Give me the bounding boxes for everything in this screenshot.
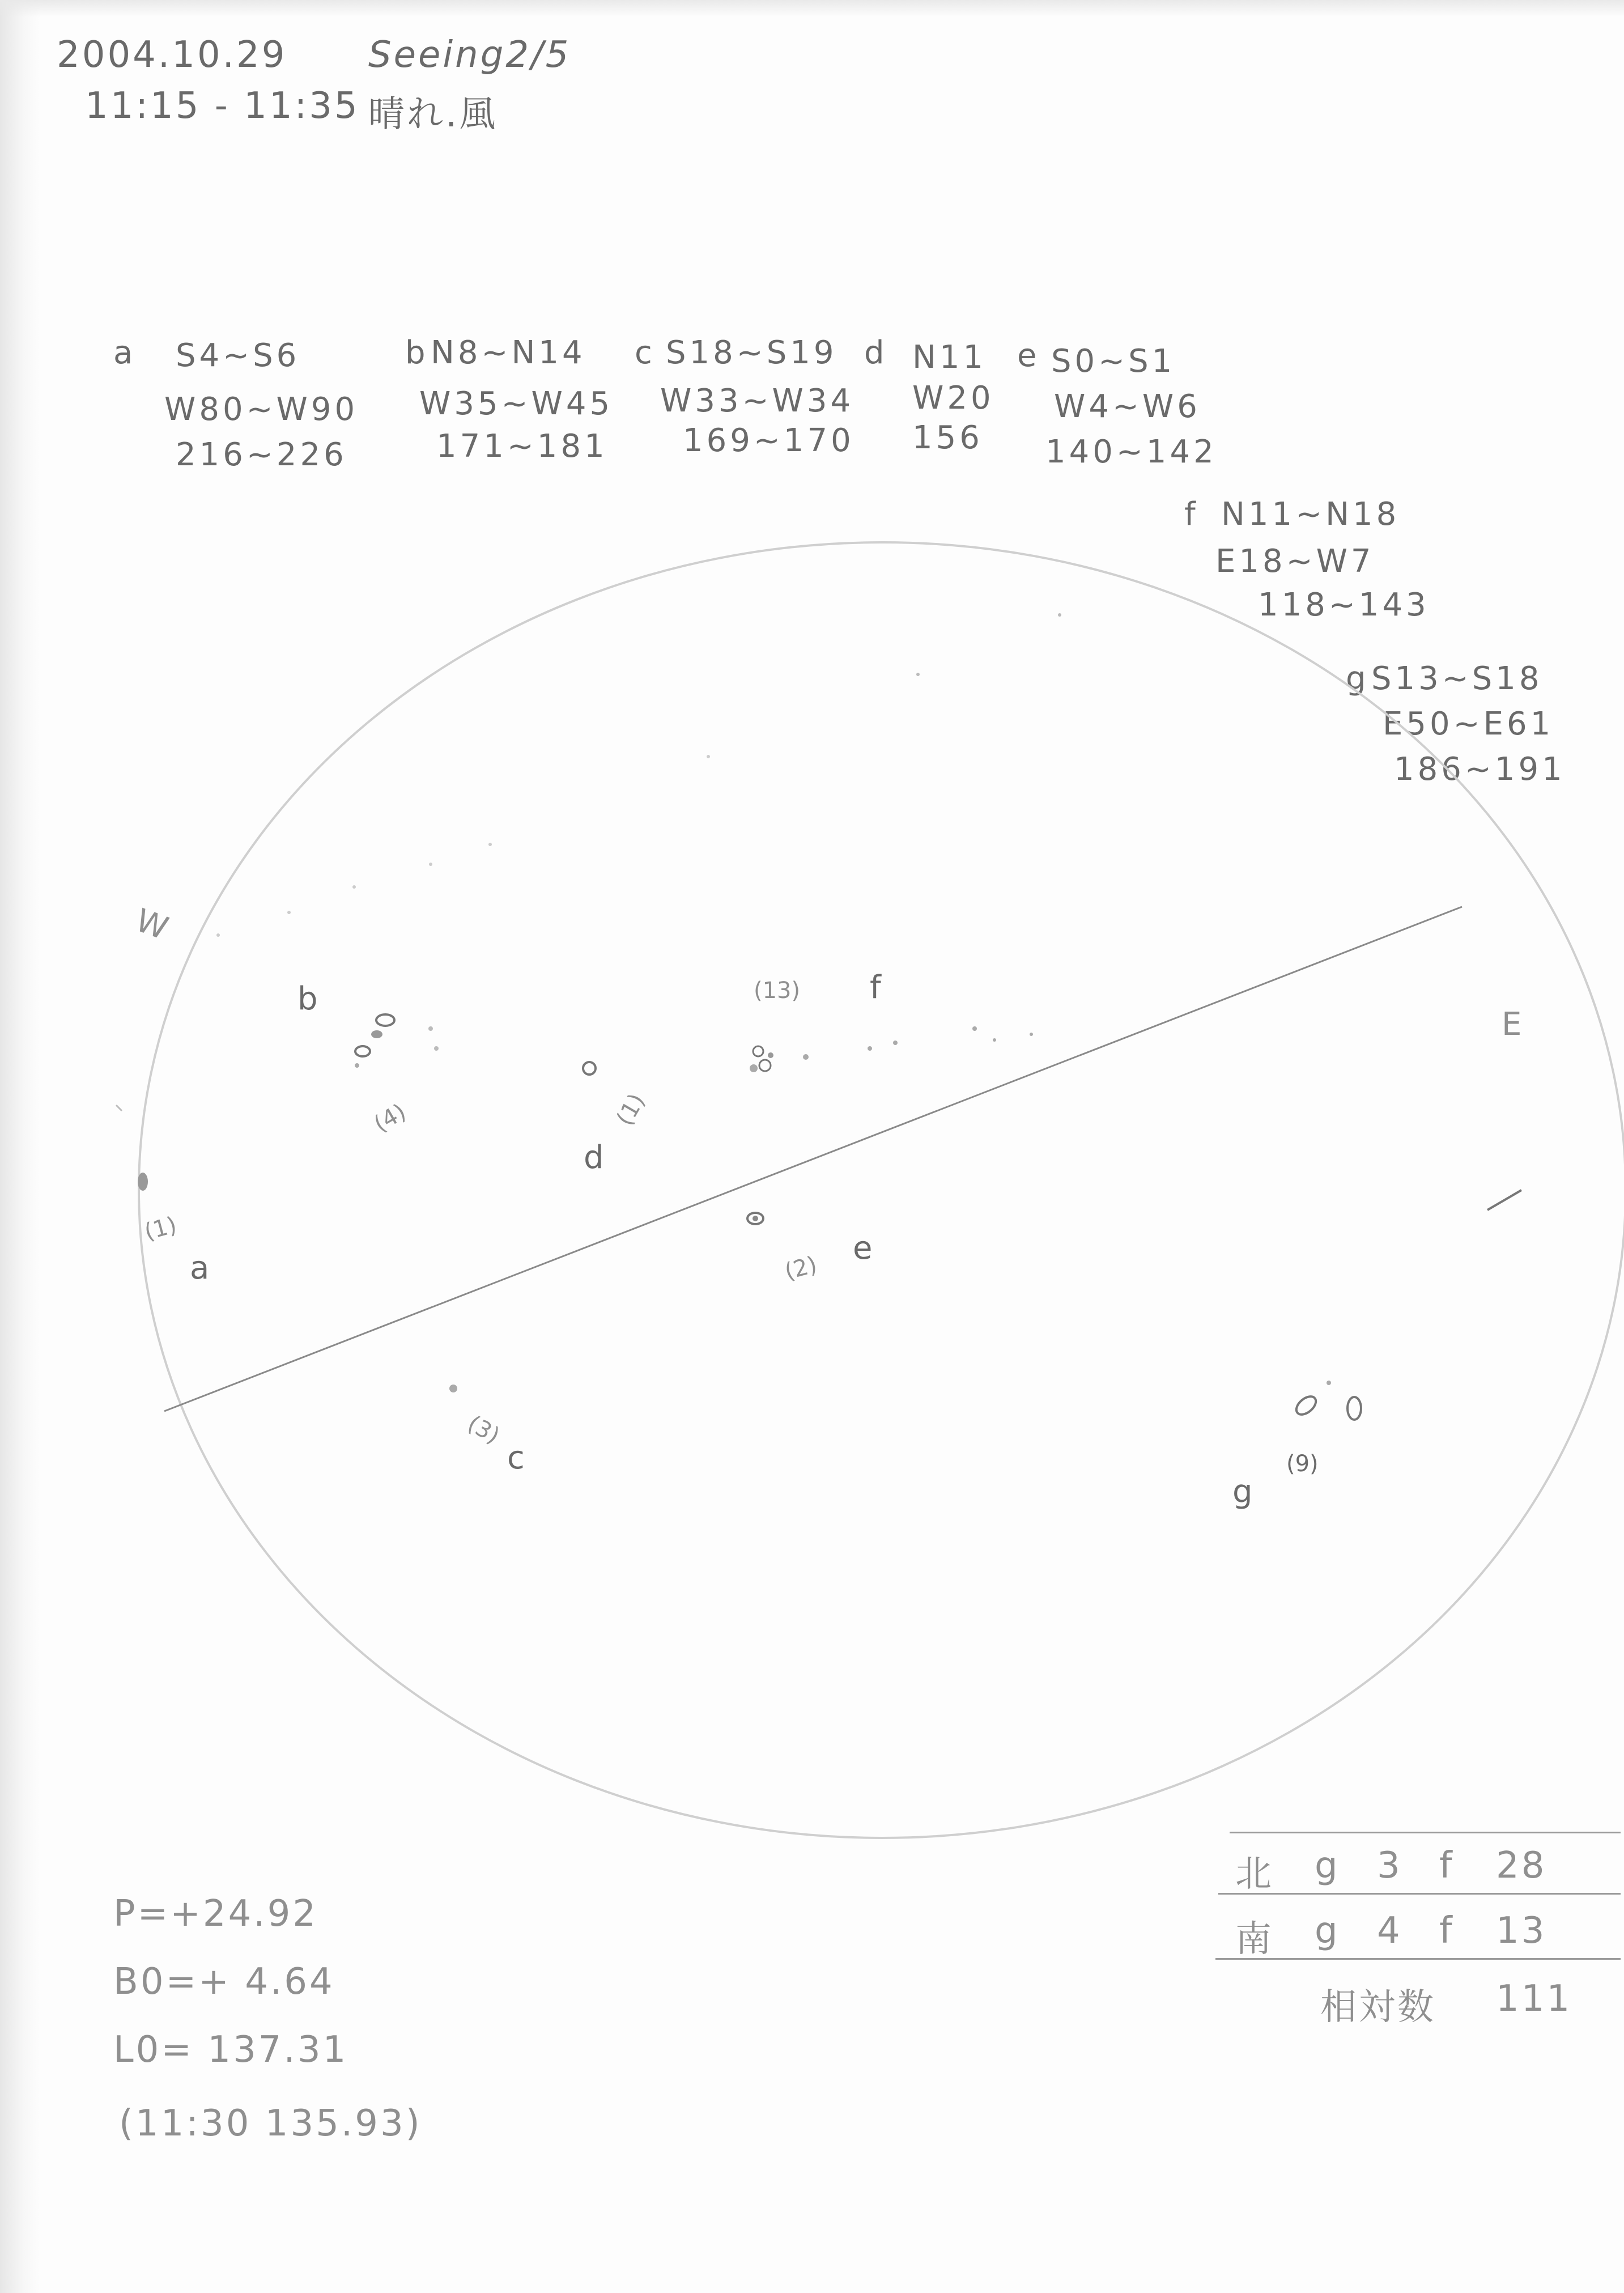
summary-table-rule — [1218, 1893, 1621, 1895]
group-b-longitude: W35~W45 — [419, 385, 614, 422]
spot-count-f: (13) — [754, 978, 801, 1004]
heliographic-longitude-l0: L0= 137.31 — [113, 2029, 348, 2071]
spot-group-label-a: a — [190, 1250, 213, 1286]
sunspot — [355, 1046, 370, 1056]
sunspot — [759, 1060, 771, 1071]
group-g-longitude: E50~E61 — [1383, 706, 1554, 742]
group-e-longitude: W4~W6 — [1054, 388, 1201, 425]
sunspot — [1327, 1381, 1331, 1385]
spot-count-e: (2) — [782, 1251, 820, 1285]
group-c-latitude: S18~S19 — [666, 334, 837, 371]
sunspot — [429, 863, 432, 866]
spot-count-c: (3) — [463, 1410, 504, 1450]
sunspot — [753, 1216, 758, 1221]
sunspot — [428, 1026, 433, 1031]
group-a-latitude: S4~S6 — [176, 337, 300, 374]
sunspot — [138, 1173, 148, 1191]
group-f-range: 118~143 — [1258, 587, 1430, 623]
group-d-longitude: W20 — [912, 380, 994, 417]
sunspot — [355, 1063, 359, 1068]
heliographic-latitude-b0: B0=+ 4.64 — [113, 1961, 335, 2003]
spot-count-a: (1) — [142, 1212, 180, 1246]
observation-time: 11:15 - 11:35 — [85, 85, 360, 127]
east-limb-label: E — [1502, 1006, 1525, 1043]
sunspot — [768, 1052, 773, 1058]
north-spot-count: 28 — [1496, 1845, 1547, 1887]
group-e-range: 140~142 — [1045, 434, 1217, 470]
spot-group-label-g: g — [1232, 1474, 1256, 1510]
relative-number-label: 相対数 — [1320, 1986, 1436, 2028]
position-angle-p: P=+24.92 — [113, 1893, 318, 1935]
sunspot — [1347, 1397, 1361, 1420]
weather-note: 晴れ.風 — [368, 94, 498, 135]
group-a-id: a — [113, 334, 137, 371]
sunspot — [868, 1046, 872, 1051]
spot-group-label-b: b — [297, 980, 321, 1017]
longitude-l0-note: (11:30 135.93) — [119, 2103, 422, 2145]
sunspot — [1058, 613, 1061, 617]
spot-group-label-c: c — [507, 1440, 528, 1476]
sunspot — [488, 843, 492, 846]
spot-count-g: (9) — [1286, 1451, 1319, 1477]
group-f-longitude: E18~W7 — [1215, 543, 1375, 580]
group-f-id: f — [1184, 496, 1199, 533]
south-g-label: g — [1315, 1910, 1340, 1952]
sunspot — [972, 1026, 977, 1031]
north-g-label: g — [1315, 1845, 1340, 1887]
relative-number-value: 111 — [1496, 1978, 1572, 2020]
group-c-range: 169~170 — [683, 422, 854, 459]
group-d-latitude: N11 — [912, 339, 987, 376]
group-f-latitude: N11~N18 — [1221, 496, 1400, 533]
solar-equator-line — [164, 907, 1462, 1411]
sunspot — [216, 933, 220, 937]
sunspot — [434, 1046, 439, 1051]
summary-table-rule — [1215, 1958, 1621, 1960]
east-tick-mark — [1487, 1190, 1521, 1210]
group-b-id: b — [405, 334, 429, 371]
spot-group-label-f: f — [870, 969, 885, 1006]
group-g-latitude: S13~S18 — [1371, 660, 1543, 697]
solar-disk-outline — [139, 542, 1624, 1838]
sunspot — [287, 911, 291, 914]
west-tick-mark — [116, 1105, 122, 1111]
sunspot — [376, 1014, 394, 1026]
sunspot — [753, 1046, 763, 1056]
group-d-range: 156 — [912, 419, 983, 456]
spot-count-b: (4) — [369, 1098, 411, 1138]
sunspot — [893, 1041, 898, 1045]
sunspot — [916, 673, 920, 676]
group-e-id: e — [1017, 337, 1040, 374]
spot-count-d: (1) — [611, 1089, 651, 1131]
north-group-count: 3 — [1377, 1845, 1402, 1887]
south-hemisphere-label: 南 — [1235, 1918, 1274, 1960]
south-group-count: 4 — [1377, 1910, 1402, 1952]
group-b-range: 171~181 — [436, 428, 608, 465]
spot-group-label-d: d — [584, 1139, 607, 1176]
group-c-longitude: W33~W34 — [660, 383, 854, 419]
summary-table-rule — [1230, 1832, 1621, 1833]
observation-date: 2004.10.29 — [57, 34, 287, 76]
seeing-rating: Seeing2/5 — [368, 34, 571, 76]
group-g-range: 186~191 — [1394, 751, 1566, 788]
sunspot — [707, 755, 710, 758]
north-f-label: f — [1439, 1845, 1455, 1887]
group-e-latitude: S0~S1 — [1051, 343, 1176, 380]
group-b-latitude: N8~N14 — [431, 334, 586, 371]
sunspot — [993, 1038, 996, 1042]
sunspot — [803, 1054, 809, 1060]
north-hemisphere-label: 北 — [1235, 1853, 1274, 1895]
group-g-id: g — [1346, 660, 1370, 697]
sunspot — [1293, 1393, 1319, 1418]
group-c-id: c — [635, 334, 656, 371]
sunspot — [583, 1062, 596, 1075]
sunspot — [371, 1030, 382, 1038]
south-spot-count: 13 — [1496, 1910, 1547, 1952]
sunspot — [352, 885, 356, 889]
group-a-range: 216~226 — [176, 436, 347, 473]
spot-group-label-e: e — [853, 1230, 876, 1267]
sunspot — [1030, 1033, 1033, 1036]
west-limb-label: W — [130, 902, 176, 949]
sunspot — [449, 1385, 457, 1392]
group-d-id: d — [864, 334, 888, 371]
south-f-label: f — [1439, 1910, 1455, 1952]
sunspot — [750, 1064, 758, 1072]
group-a-longitude: W80~W90 — [164, 391, 359, 428]
